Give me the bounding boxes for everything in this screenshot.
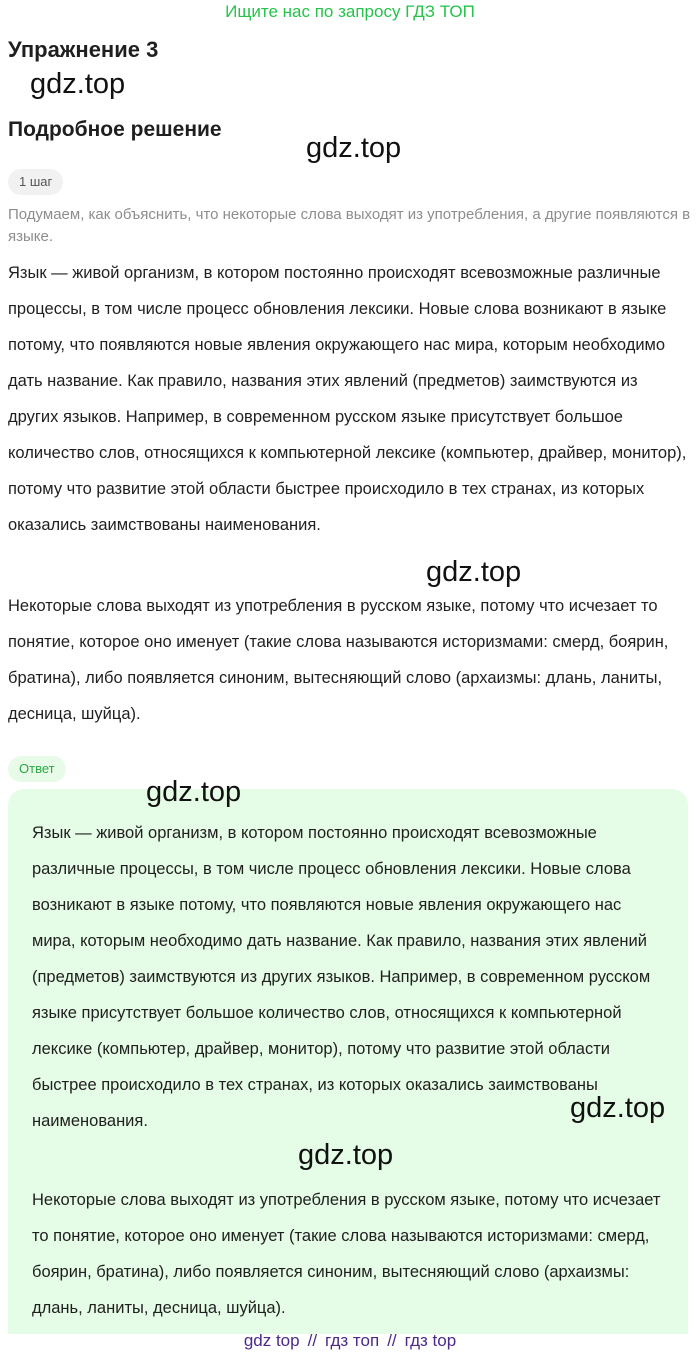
watermark: gdz.top bbox=[146, 776, 242, 808]
solution-paragraph-2: Некоторые слова выходят из употребления в русском языке, потому что исчезает то понятие, которое оно именует (такие слова называются историзмами: смерд, боярин, братина), либо появляется синоним, вытесняющий слово (архаизмы: длань, ланиты, десница, шуйца). bbox=[8, 597, 669, 723]
watermark: gdz.top bbox=[298, 1139, 394, 1171]
footer-link[interactable]: гдз топ bbox=[325, 1331, 380, 1350]
footer-link[interactable]: gdz top bbox=[243, 1331, 300, 1350]
page-title: Упражнение 3 bbox=[8, 37, 159, 62]
answer-paragraph-2: Некоторые слова выходят из употребления в русском языке, потому что исчезает то понятие, которое оно именует (такие слова называются историзмами: смерд, боярин, братина), либо появляется синоним, вытесняющий слово (архаизмы: длань, ланиты, десница, шуйца). bbox=[32, 1191, 661, 1317]
watermark: gdz.top bbox=[30, 68, 126, 100]
footer-link[interactable]: гдз top bbox=[404, 1331, 457, 1350]
solution-paragraph-1: Язык — живой организм, в котором постоянно происходят всевозможные различные процессы, в том числе процесс обновления лексики. Новые слова возникают в языке потому, что появляются новые явления окружающего нас мира, которым необходимо дать название. Как правило, названия этих явлений (предметов) заимствуются из других языков. Например, в современном русском языке присутствует большое количество слов, относящихся к компьютерной лексике (компьютер, драйвер, монитор), потому что развитие этой области быстрее происходило в тех странах, из которых оказались заимствованы наименования. bbox=[8, 264, 687, 534]
watermark: gdz.top bbox=[570, 1092, 666, 1124]
answer-box bbox=[8, 789, 688, 1334]
step-badge: 1 шаг bbox=[8, 169, 63, 195]
footer-separator: // bbox=[307, 1331, 318, 1350]
section-title: Подробное решение bbox=[8, 118, 222, 141]
watermark: gdz.top bbox=[306, 132, 402, 164]
footer-separator: // bbox=[387, 1331, 397, 1350]
answer-paragraph-1: Язык — живой организм, в котором постоянно происходят всевозможные различные процессы, в том числе процесс обновления лексики. Новые слова возникают в языке потому, что появляются новые явления окружающего нас мира, которым необходимо дать название. Как правило, названия этих явлений (предметов) заимствуются из других языков. Например, в современном русском языке присутствует большое количество слов, относящихся к компьютерной лексике (компьютер, драйвер, монитор), потому что развитие этой области быстрее происходило в тех странах, из которых оказались заимствованы наименования. bbox=[32, 824, 651, 1130]
hint-text: Подумаем, как объяснить, что некоторые слова выходят из употребления, а другие появляются в языке. bbox=[8, 206, 691, 245]
answer-badge: Ответ bbox=[8, 756, 66, 782]
watermark: gdz.top bbox=[426, 556, 522, 588]
footer-links bbox=[0, 1331, 700, 1351]
top-banner[interactable]: Ищите нас по запросу ГДЗ ТОП bbox=[225, 2, 475, 21]
